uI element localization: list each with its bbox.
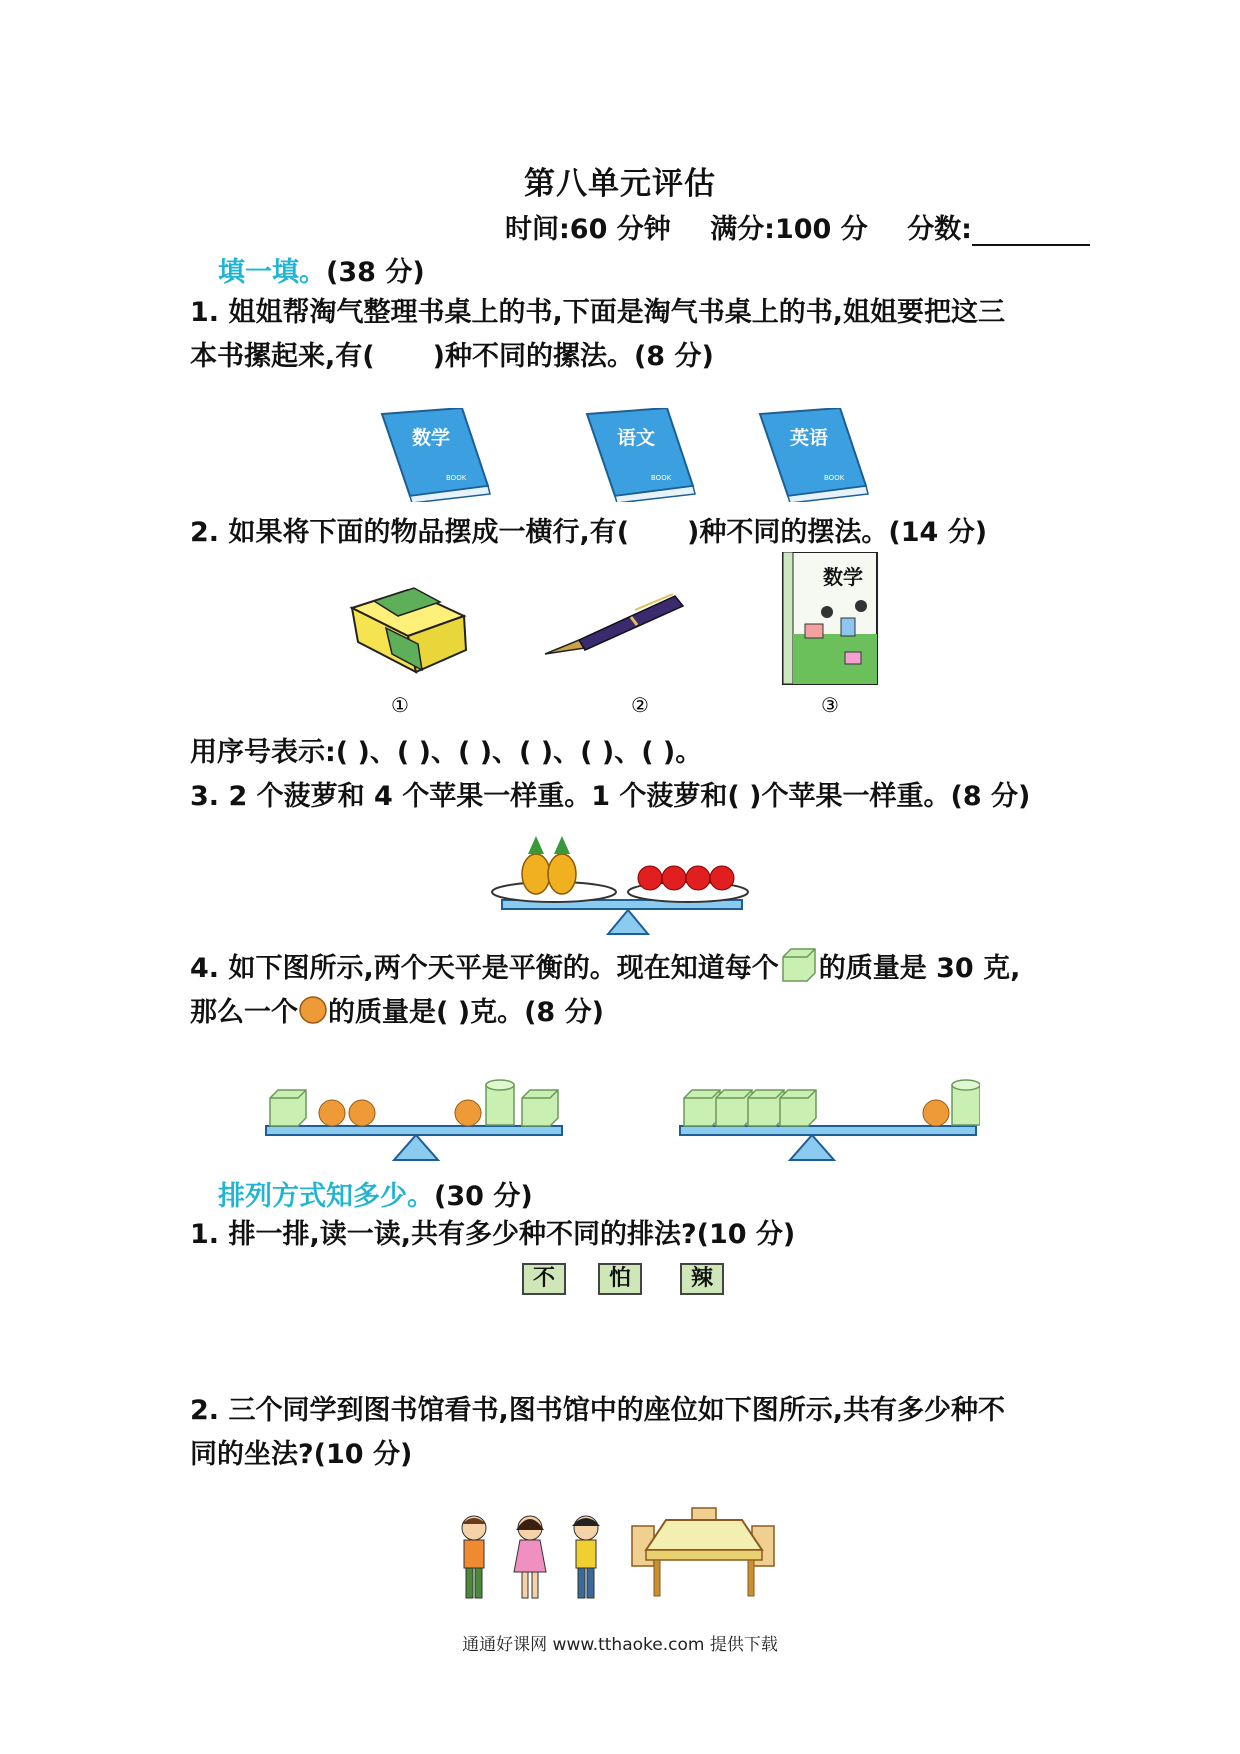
question-2-text-a: 2. 如果将下面的物品摆成一横行,有( xyxy=(190,517,630,548)
book-chinese-label: 语文 xyxy=(617,427,656,449)
ball-icon xyxy=(319,1100,345,1126)
score-blank[interactable] xyxy=(972,218,1090,246)
question-1-line2 xyxy=(190,335,1060,379)
question-2-text-b: )种不同的摆法。(14 分) xyxy=(687,517,988,548)
object-label-1: ① xyxy=(391,693,409,717)
cube-icon xyxy=(684,1090,720,1126)
question-4-text-d: 的质量是( )克。(8 分) xyxy=(328,997,604,1028)
tile-bu: 不 xyxy=(522,1263,566,1295)
question-4-text-b: 的质量是 30 克, xyxy=(818,953,1021,984)
question-6 xyxy=(190,1389,1060,1477)
ball-icon xyxy=(923,1100,949,1126)
student-boy-icon xyxy=(462,1516,486,1598)
student-girl-icon xyxy=(514,1516,546,1598)
question-6-line1: 2. 三个同学到图书馆看书,图书馆中的座位如下图所示,共有多少种不 xyxy=(190,1395,1005,1426)
question-4-text-a: 4. 如下图所示,两个天平是平衡的。现在知道每个 xyxy=(190,953,779,984)
library-table-icon xyxy=(632,1508,774,1596)
full-score: 满分:100 分 xyxy=(710,214,868,245)
section-1-points: (38 分) xyxy=(326,257,425,288)
question-1-line1: 1. 姐姐帮淘气整理书桌上的书,下面是淘气书桌上的书,姐姐要把这三 xyxy=(190,297,1005,328)
ball-icon xyxy=(455,1100,481,1126)
pen-icon xyxy=(545,594,683,654)
eraser-icon xyxy=(352,588,466,672)
book-math-tag: BOOK xyxy=(446,474,467,482)
question-1-text-b: )种不同的摞法。(8 分) xyxy=(432,341,714,372)
section-1-heading xyxy=(218,250,425,289)
object-label-3: ③ xyxy=(821,693,839,717)
character-tiles xyxy=(522,1263,732,1295)
cube-icon xyxy=(522,1090,558,1126)
question-6-line2: 同的坐法?(10 分) xyxy=(190,1439,413,1470)
pineapple-icon xyxy=(522,836,550,894)
question-2-answer-line: 用序号表示:( )、( )、( )、( )、( )、( )。 xyxy=(190,737,703,768)
question-5: 1. 排一排,读一读,共有多少种不同的排法?(10 分) xyxy=(190,1219,796,1250)
objects-illustration xyxy=(340,552,900,722)
page-title: 第八单元评估 xyxy=(524,166,716,202)
cube-icon xyxy=(716,1090,752,1126)
cylinder-icon xyxy=(952,1080,980,1125)
tile-la: 辣 xyxy=(680,1263,724,1295)
cube-icon xyxy=(270,1090,306,1126)
balance-left xyxy=(266,1080,562,1160)
math-book-icon xyxy=(783,552,877,684)
cube-icon xyxy=(780,1090,816,1126)
book-math-label: 数学 xyxy=(412,427,451,449)
ball-icon xyxy=(349,1100,375,1126)
score-label: 分数: xyxy=(907,214,972,245)
students-and-table-illustration xyxy=(440,1500,800,1610)
apple-icon xyxy=(710,866,734,890)
section-2-points: (30 分) xyxy=(434,1181,533,1212)
question-3: 3. 2 个菠萝和 4 个苹果一样重。1 个菠萝和( )个苹果一样重。(8 分) xyxy=(190,781,1031,812)
question-1-text-a: 本书摞起来,有( xyxy=(190,341,375,372)
question-2 xyxy=(190,511,1060,555)
book-chinese xyxy=(587,408,695,502)
pineapple-icon xyxy=(548,836,576,894)
student-child-icon xyxy=(572,1516,600,1598)
book-english xyxy=(760,408,868,502)
pineapple-apple-balance xyxy=(488,832,758,937)
object-label-2: ② xyxy=(631,693,649,717)
section-2-heading xyxy=(218,1174,533,1213)
cube-icon xyxy=(779,945,819,983)
section-2-title: 排列方式知多少。 xyxy=(218,1181,434,1212)
question-1 xyxy=(190,291,1060,379)
question-4 xyxy=(190,945,1060,1035)
cube-icon xyxy=(748,1090,784,1126)
two-balances-illustration xyxy=(260,1065,980,1165)
time-limit: 时间:60 分钟 xyxy=(505,214,671,245)
book-english-label: 英语 xyxy=(790,427,829,449)
apple-icon xyxy=(662,866,686,890)
cylinder-icon xyxy=(486,1080,514,1125)
exam-meta xyxy=(505,207,1120,246)
books-illustration xyxy=(370,408,870,502)
apple-icon xyxy=(686,866,710,890)
apple-icon xyxy=(638,866,662,890)
balance-right xyxy=(680,1080,980,1160)
book-english-tag: BOOK xyxy=(824,474,845,482)
question-4-text-c: 那么一个 xyxy=(190,997,298,1028)
section-1-title: 填一填。 xyxy=(218,257,326,288)
question-4-line2 xyxy=(190,991,1060,1035)
math-book-title: 数学 xyxy=(823,565,863,589)
ball-icon xyxy=(298,995,328,1025)
footer-credit: 通通好课网 www.tthaoke.com 提供下载 xyxy=(462,1635,778,1655)
tile-pa: 怕 xyxy=(598,1263,642,1295)
book-math xyxy=(382,408,490,502)
book-chinese-tag: BOOK xyxy=(651,474,672,482)
question-4-line1 xyxy=(190,945,1060,991)
